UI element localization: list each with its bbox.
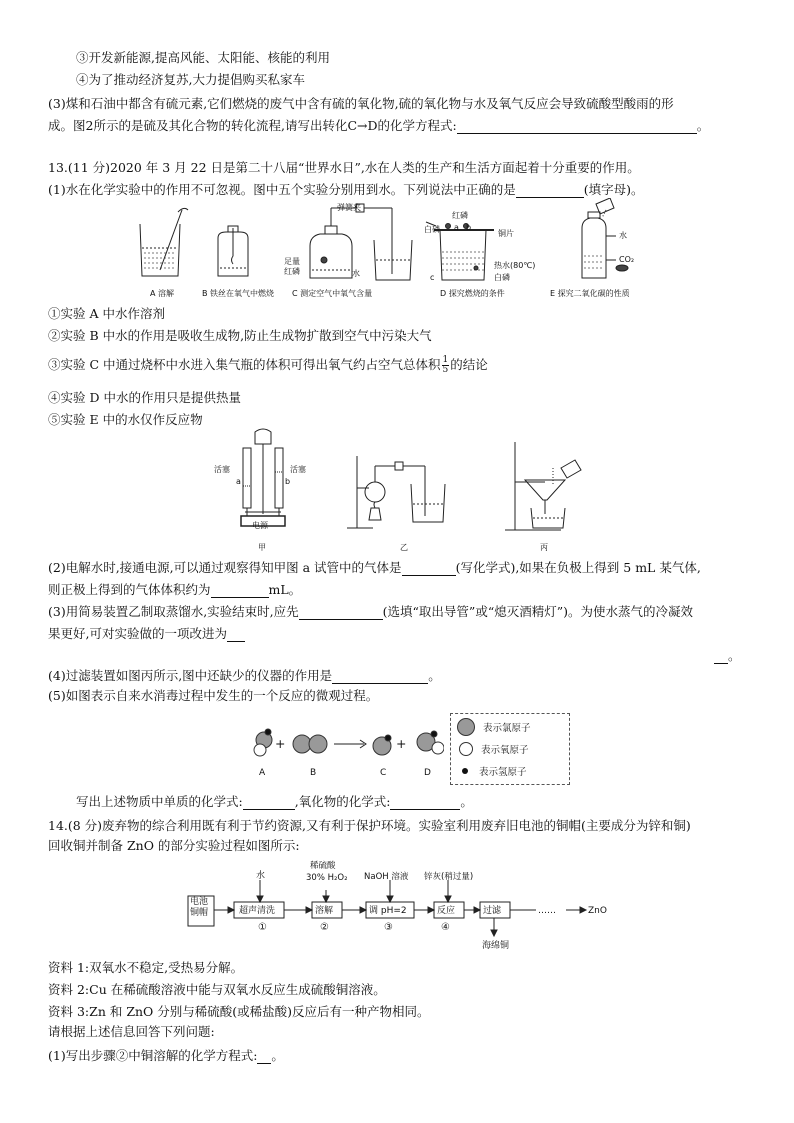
q14-instruction: 请根据上述信息回答下列问题:	[48, 1024, 215, 1039]
q12-option-4: ④为了推动经济复苏,大力提倡购买私家车	[76, 72, 305, 87]
micro-reaction-figure	[244, 724, 444, 772]
info-2: 资料 2:Cu 在稀硫酸溶液中能与双氧水反应生成硫酸铜溶液。	[48, 982, 386, 997]
legend-chlorine	[457, 718, 531, 736]
label-water: 水	[352, 269, 360, 278]
molecule-d	[417, 731, 444, 754]
label-white-phosphorus: 白磷	[424, 225, 440, 234]
q13-part3-line3	[714, 648, 741, 664]
text: ,氧化物的化学式:	[294, 794, 391, 809]
flow-boxes	[188, 896, 510, 926]
label-molecule-d: D	[424, 768, 431, 778]
plus-sign-1: +	[275, 736, 286, 751]
flow-sponge-copper: 海绵铜	[482, 941, 510, 951]
caption-jia: 甲	[258, 543, 266, 552]
answer-blank[interactable]	[332, 670, 428, 684]
label-spring-clip: 弹簧夹	[337, 203, 361, 212]
flow-step-1: 超声清洗	[239, 906, 276, 916]
denominator: 5	[442, 365, 449, 375]
text: (1)写出步骤②中铜溶解的化学方程式:	[48, 1048, 258, 1063]
hydrogen-atom-icon	[462, 768, 468, 774]
label-power-supply: 电源	[252, 521, 268, 530]
label-sufficient: 足量	[284, 257, 300, 266]
statement-3	[48, 356, 488, 375]
q13-header: 13.(11 分)2020 年 3 月 22 日是第二十八届“世界水日”,水在人类的生产和生活方面起着十分重要的作用。	[48, 160, 640, 175]
numerator: 1	[442, 355, 449, 365]
answer-blank[interactable]	[390, 796, 460, 810]
flow-num-4: ④	[441, 922, 450, 933]
text: (写化学式),如果在负极上得到 5 mL 某气体,	[455, 560, 701, 575]
legend-oxygen	[457, 742, 529, 756]
flow-step-2: 溶解	[315, 906, 334, 916]
text: 的结论	[450, 357, 488, 372]
text: 果更好,可对实验做的一项改进为	[48, 626, 227, 641]
chlorine-atom-icon	[457, 718, 475, 736]
q13-part5-answer	[76, 794, 473, 810]
period: 。	[728, 648, 741, 663]
flow-reagent-zinc: 锌灰(稍过量)	[424, 872, 474, 882]
label-red-phosphorus: 红磷	[284, 267, 300, 276]
label-stopcock-right: 活塞	[290, 465, 306, 474]
label-molecule-c: C	[380, 768, 387, 778]
oxygen-atom-icon	[459, 742, 473, 756]
info-3: 资料 3:Zn 和 ZnO 分别与稀硫酸(或稀盐酸)反应后有一种产物相同。	[48, 1004, 430, 1019]
flow-step-5: 过滤	[483, 906, 502, 916]
answer-blank[interactable]	[714, 650, 728, 664]
flow-reagent-naoh: NaOH 溶液	[364, 872, 409, 882]
conversion-label: C→D	[347, 118, 378, 133]
flow-step-4: 反应	[437, 906, 456, 916]
experiment-b-bottle	[218, 226, 248, 276]
legend-label: 表示氯原子	[483, 723, 531, 734]
label-co2: CO₂	[619, 255, 635, 264]
flow-end-product: ZnO	[588, 906, 607, 916]
period: 。	[271, 1048, 284, 1063]
q13-part2-line1	[48, 560, 701, 576]
q14-line1: 14.(8 分)废弃物的综合利用既有利于节约资源,又有利于保护环境。实验室利用废弃旧电池的铜帽(主要成分为锌和铜)	[48, 818, 691, 833]
q13-part3-line1	[48, 604, 693, 620]
caption-b: B 铁丝在氧气中燃烧	[202, 289, 275, 298]
plus-sign-2: +	[396, 736, 407, 751]
label-red-phosphorus-2: 红磷	[452, 211, 468, 220]
molecule-a	[254, 729, 272, 756]
period: 。	[696, 118, 710, 133]
q13-part3-line2	[48, 626, 245, 642]
flow-reagent-water: 水	[256, 871, 266, 881]
caption-d: D 探究燃烧的条件	[440, 289, 505, 298]
text: ③实验 C 中通过烧杯中水进入集气瓶的体积可得出氧气约占空气总体积	[48, 357, 441, 372]
legend-box	[450, 713, 570, 785]
q14-line2: 回收铜并制备 ZnO 的部分实验过程如图所示:	[48, 838, 300, 853]
flow-num-2: ②	[320, 922, 329, 933]
figure-number: 2	[85, 118, 94, 133]
caption-c: C 测定空气中氧气含量	[292, 289, 373, 298]
flow-step-3: 调 pH=2	[369, 906, 407, 916]
q14-part1	[48, 1048, 284, 1064]
text: (2)电解水时,接通电源,可以通过观察得知甲图 a 试管中的气体是	[48, 560, 402, 575]
electrolysis-apparatus	[241, 429, 285, 526]
q12-part3-line2	[48, 118, 709, 134]
text: (1)水在化学实验中的作用不可忽视。图中五个实验分别用到水。下列说法中正确的是	[48, 182, 516, 197]
label-c: c	[430, 273, 435, 282]
q13-part2-line2	[48, 582, 301, 598]
text: (3)用简易装置乙制取蒸馏水,实验结束时,应先	[48, 604, 299, 619]
statement-2: ②实验 B 中水的作用是吸收生成物,防止生成物扩散到空气中污染大气	[48, 328, 432, 343]
flow-num-1: ①	[258, 922, 267, 933]
molecule-c	[373, 735, 391, 755]
label-water-2: 水	[619, 231, 627, 240]
label-copper-sheet: 铜片	[498, 229, 514, 238]
flow-reagent-acid: 稀硫酸	[310, 861, 336, 871]
answer-blank[interactable]	[299, 606, 383, 620]
text: 则正极上得到的气体体积约为	[48, 582, 211, 597]
label-stopcock-left: 活塞	[214, 465, 230, 474]
caption-e: E 探究二氧化碳的性质	[550, 289, 630, 298]
label-molecule-b: B	[310, 768, 317, 778]
legend-label: 表示氧原子	[481, 745, 529, 756]
experiment-c-apparatus	[310, 204, 412, 280]
period: 。	[428, 668, 441, 683]
answer-blank[interactable]	[243, 796, 295, 810]
flow-reagent-h2o2: 30% H₂O₂	[306, 873, 348, 883]
apparatus-figure-2	[215, 428, 595, 540]
caption-a: A 溶解	[150, 289, 175, 298]
label-molecule-a: A	[259, 768, 266, 778]
caption-yi: 乙	[400, 543, 408, 552]
answer-blank[interactable]	[211, 584, 269, 598]
legend-label: 表示氢原子	[479, 767, 527, 778]
label-b: b	[466, 223, 472, 232]
text: mL。	[268, 582, 302, 597]
flow-num-3: ③	[384, 922, 393, 933]
text: (4)过滤装置如图丙所示,图中还缺少的仪器的作用是	[48, 668, 333, 683]
flow-start-line1: 电池	[190, 897, 209, 907]
answer-blank[interactable]	[516, 184, 584, 198]
distillation-apparatus	[347, 456, 445, 528]
molecule-b	[293, 735, 327, 753]
filtration-apparatus	[505, 442, 581, 530]
statement-5: ⑤实验 E 中的水仅作反应物	[48, 412, 203, 427]
label-a: a	[454, 223, 459, 232]
q13-part1	[48, 182, 643, 198]
label-white-phosphorus-2: 白磷	[494, 273, 510, 282]
text: (填字母)。	[583, 182, 644, 197]
caption-bing: 丙	[540, 543, 548, 552]
q12-part3-line1: (3)煤和石油中都含有硫元素,它们燃烧的废气中含有硫的氧化物,硫的氧化物与水及氧气反应会导致硫酸型酸雨的形	[48, 96, 674, 111]
answer-blank[interactable]	[257, 1050, 271, 1064]
reaction-arrow	[334, 740, 366, 748]
text: (选填“取出导管”或“熄灭酒精灯”)。为使水蒸气的冷凝效	[382, 604, 693, 619]
fraction	[442, 356, 450, 375]
label-hot-water: 热水(80℃)	[494, 261, 536, 270]
answer-blank[interactable]	[227, 628, 245, 642]
statement-1: ①实验 A 中水作溶剂	[48, 306, 165, 321]
answer-blank[interactable]	[457, 120, 697, 134]
label-tube-b: b	[285, 477, 291, 486]
legend-hydrogen	[457, 764, 527, 778]
text: 所示的是硫及其化合物的转化流程,请写出转化	[93, 118, 348, 133]
q12-option-3: ③开发新能源,提高风能、太阳能、核能的利用	[76, 50, 330, 65]
flow-ellipsis: ……	[538, 906, 556, 916]
q13-part4	[48, 668, 441, 684]
label-tube-a: a	[236, 477, 241, 486]
answer-blank[interactable]	[402, 562, 456, 576]
text: 写出上述物质中单质的化学式:	[76, 794, 243, 809]
experiment-a-beaker	[140, 208, 188, 276]
info-1: 资料 1:双氧水不稳定,受热易分解。	[48, 960, 244, 975]
q13-part5: (5)如图表示自来水消毒过程中发生的一个反应的微观过程。	[48, 688, 379, 703]
text: 成。图	[48, 118, 86, 133]
statement-4: ④实验 D 中水的作用只是提供热量	[48, 390, 241, 405]
period: 。	[460, 794, 473, 809]
text: 的化学方程式:	[377, 118, 457, 133]
flow-start-line2: 铜帽	[190, 908, 209, 918]
